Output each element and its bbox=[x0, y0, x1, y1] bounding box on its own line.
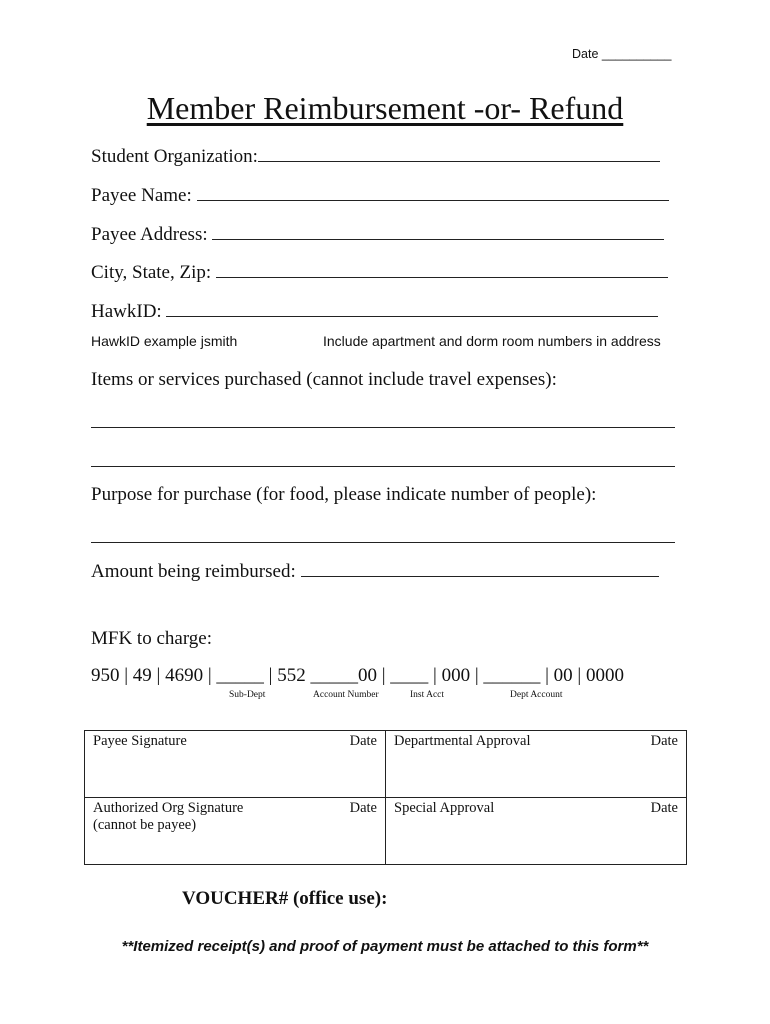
hawkid-field[interactable] bbox=[91, 301, 658, 323]
voucher-label: VOUCHER# (office use): bbox=[182, 888, 388, 909]
purpose-label: Purpose for purchase (for food, please indicate number of people): bbox=[91, 484, 597, 505]
hawkid-line[interactable] bbox=[166, 316, 658, 317]
payee-name-line[interactable] bbox=[197, 200, 669, 201]
inst-acct-label: Inst Acct bbox=[410, 690, 445, 700]
auth-org-signature-cell[interactable] bbox=[85, 798, 386, 865]
items-line-1[interactable] bbox=[91, 427, 675, 428]
payee-signature-cell[interactable] bbox=[85, 731, 386, 798]
date-field-top[interactable]: Date __________ bbox=[572, 47, 672, 61]
dept-approval-date-label: Date bbox=[650, 733, 678, 749]
auth-org-date-label: Date bbox=[349, 800, 377, 816]
items-label: Items or services purchased (cannot include travel expenses): bbox=[91, 369, 557, 390]
footer-note: **Itemized receipt(s) and proof of payment must be attached to this form** bbox=[121, 938, 649, 955]
student-org-line[interactable] bbox=[258, 161, 660, 162]
auth-org-line1: Authorized Org Signature bbox=[93, 800, 244, 816]
dept-approval-label: Departmental Approval bbox=[394, 733, 531, 749]
account-number-label: Account Number bbox=[313, 690, 379, 700]
special-approval-cell[interactable] bbox=[386, 798, 687, 865]
auth-org-line2: (cannot be payee) bbox=[93, 817, 197, 833]
student-org-label: Student Organization: bbox=[91, 146, 258, 167]
dept-approval-cell[interactable] bbox=[386, 731, 687, 798]
hawkid-label: HawkID: bbox=[91, 301, 162, 322]
payee-address-field[interactable] bbox=[91, 224, 664, 246]
signature-table bbox=[84, 730, 687, 865]
mfk-line[interactable]: 950 | 49 | 4690 | _____ | 552 _____00 | ____ | 000 | ______ | 00 | 0000 bbox=[91, 665, 624, 686]
dept-account-label: Dept Account bbox=[510, 690, 563, 700]
amount-field[interactable] bbox=[91, 561, 659, 583]
city-state-zip-label: City, State, Zip: bbox=[91, 262, 212, 283]
items-line-2[interactable] bbox=[91, 466, 675, 467]
page-title: Member Reimbursement -or- Refund bbox=[146, 90, 624, 126]
payee-address-line[interactable] bbox=[212, 239, 664, 240]
city-state-zip-field[interactable] bbox=[91, 262, 668, 284]
city-state-zip-line[interactable] bbox=[216, 277, 668, 278]
address-hint: Include apartment and dorm room numbers in address bbox=[323, 333, 661, 349]
special-approval-date-label: Date bbox=[650, 800, 678, 816]
payee-name-label: Payee Name: bbox=[91, 185, 192, 206]
payee-address-label: Payee Address: bbox=[91, 224, 208, 245]
mfk-label: MFK to charge: bbox=[91, 628, 213, 649]
hawkid-hint: HawkID example jsmith bbox=[91, 333, 238, 349]
purpose-line[interactable] bbox=[91, 542, 675, 543]
amount-line[interactable] bbox=[301, 576, 659, 577]
amount-label: Amount being reimbursed: bbox=[91, 561, 296, 582]
student-org-field[interactable] bbox=[91, 146, 660, 168]
payee-name-field[interactable] bbox=[91, 185, 669, 207]
special-approval-label: Special Approval bbox=[394, 800, 495, 816]
payee-signature-label: Payee Signature bbox=[93, 733, 187, 749]
sub-dept-label: Sub-Dept bbox=[229, 690, 266, 700]
auth-org-signature-label bbox=[93, 800, 243, 834]
payee-date-label: Date bbox=[349, 733, 377, 749]
